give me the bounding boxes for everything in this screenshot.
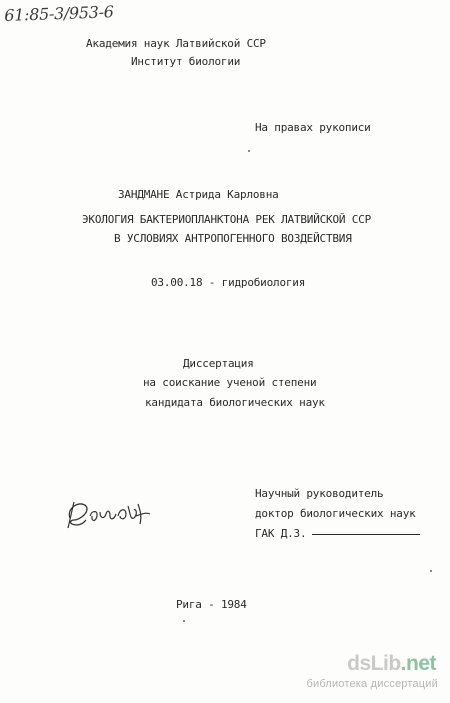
degree-line-2: кандидата биологических наук <box>145 396 325 409</box>
signature-blank-line <box>312 534 420 535</box>
signature <box>64 494 164 534</box>
title-line-2: В УСЛОВИЯХ АНТРОПОГЕННОГО ВОЗДЕЙСТВИЯ <box>114 232 352 245</box>
speck <box>248 150 250 152</box>
supervisor-name <box>255 527 420 540</box>
watermark-subtitle: библиотека диссертаций <box>306 678 438 690</box>
speck <box>430 570 432 572</box>
supervisor-role: Научный руководитель <box>255 487 384 500</box>
specialty-code: 03.00.18 - гидробиология <box>151 276 306 289</box>
supervisor-degree: доктор биологических наук <box>255 507 416 520</box>
watermark-logo: dsLib.net <box>347 652 436 675</box>
archive-number-handwritten: 61:85-3/953-6 <box>4 2 114 25</box>
author-name: ЗАНДМАНЕ Астрида Карловна <box>118 188 279 201</box>
place-year: Рига - 1984 <box>176 598 247 611</box>
rights-note: На правах рукописи <box>255 121 371 134</box>
institute-name: Институт биологии <box>131 55 241 68</box>
watermark <box>272 652 444 696</box>
academy-name: Академия наук Латвийской ССР <box>86 37 266 50</box>
speck <box>183 620 185 622</box>
dissertation-label: Диссертация <box>183 357 254 370</box>
supervisor-name-text: ГАК Д.З. <box>255 527 307 540</box>
degree-line-1: на соискание ученой степени <box>143 376 317 389</box>
title-line-1: ЭКОЛОГИЯ БАКТЕРИОПЛАНКТОНА РЕК ЛАТВИЙСКОЙ ССР <box>82 213 372 226</box>
